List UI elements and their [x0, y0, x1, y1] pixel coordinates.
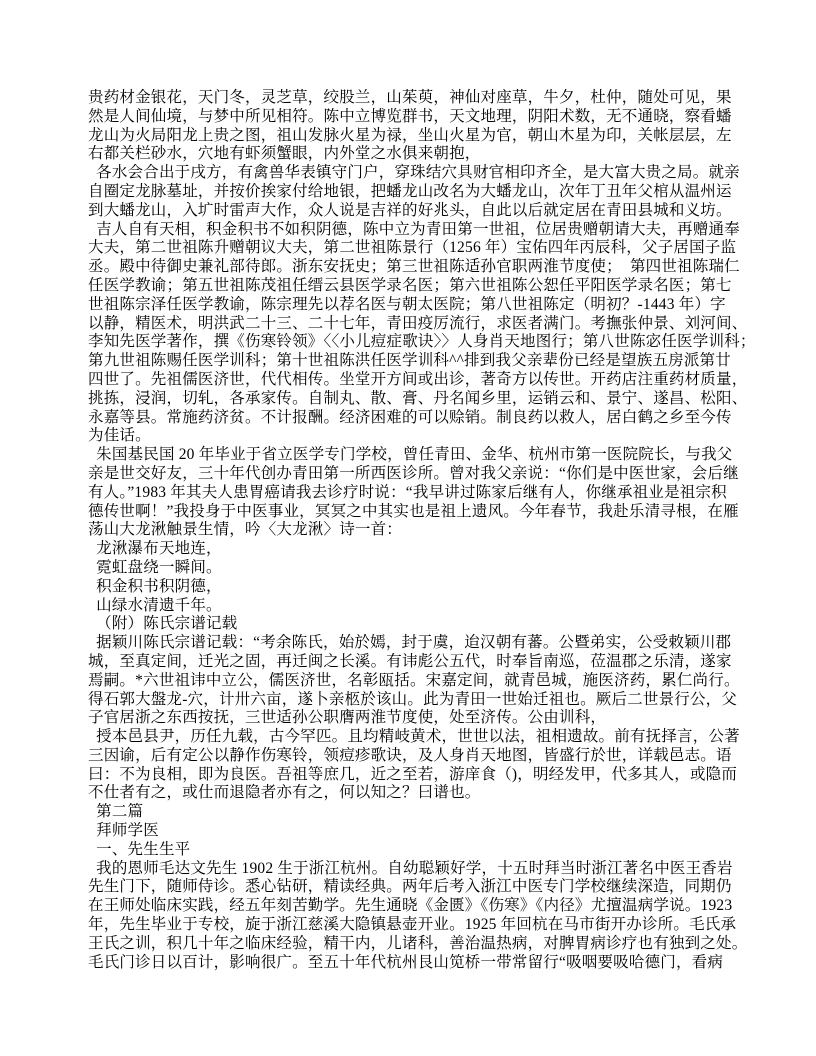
text-line: 我的恩师毛达文先生 1902 生于浙江杭州。自幼聪颖好学，十五时拜当时浙江著名中医王香岩 [88, 859, 733, 877]
text-line: 拜师学医 [88, 822, 159, 840]
text-line: 山绿水清遗千年。 [88, 596, 222, 614]
text-line: 自圈定龙脉墓址，并按价挨家付给地银，把蟠龙山改名为大蟠龙山，次年丁丑年父棺从温州运 [88, 182, 732, 200]
text-line: 毛氏门诊日以百计，影响很广。至五十年代杭州艮山笕桥一带常留行“吸咽要吸哈德门，看病 [88, 953, 724, 971]
text-line: 霓虹盘绕一瞬间。 [88, 558, 222, 576]
text-line: 一、先生生平 [88, 840, 191, 858]
text-line: 各水会合出于戌方，有禽兽华表镇守门户，穿珠结穴具财官相印齐全，是大富大贵之局。就亲 [88, 164, 740, 182]
text-line: 第二篇 [88, 803, 144, 821]
text-line: 然是人间仙境，与梦中所见相符。陈中立博览群书，天文地理，阴阳术数，无不通晓，察看蟠 [88, 107, 732, 125]
text-line: 三因谕，后有定公以静作伤寒铃，领痘疹歌诀，及人身肖天地图，皆盛行於世，详载邑志。语 [88, 746, 732, 764]
text-line: 龙湫瀑布天地连， [88, 540, 222, 558]
document-text [88, 89, 756, 972]
text-line: 任医学教谕；第五世祖陈茂祖任缙云县医学录名医；第六世祖陈公恕任平阳医学录名医；第七 [88, 276, 732, 294]
text-line: 挑拣，浸润，切轧，各承家传。自制丸、散、膏、丹名闻乡里，运销云和、景宁、遂昌、松阳、 [88, 389, 748, 407]
text-line: 先生门下，随师侍诊。悉心钻研，精读经典。两年后考入浙江中医专门学校继续深造，同期仍 [88, 878, 732, 896]
text-line: 年，先生毕业于专校，旋于浙江慈溪大隐镇悬壶开业。1925 年回杭在马市街开办诊所。毛氏承 [88, 916, 737, 934]
text-line: 得石郭大盤龙-穴，计卅六亩，遂卜亲柩於该山。此为青田一世始迁祖也。厥后二世景行公，父 [88, 690, 738, 708]
text-line: 到大蟠龙山，入圹时雷声大作，众人说是吉祥的好兆头，自此以后就定居在青田县城和义坊。 [88, 201, 732, 219]
text-line: 李知先医学著作，撰《伤寒铃领》〈〈小儿痘症歌诀〉〉人身肖天地图行；第八世陈宓任医学训科； [88, 333, 756, 351]
text-line: 丞。殿中待御史兼礼部待郎。浙东安抚史；第三世祖陈适孙官职两淮节度使； 第四世祖陈瑞仁 [88, 258, 740, 276]
text-line: 世祖陈宗泽任医学教谕，陈宗理先以荐名医与朝太医院；第八世祖陈定（明初？-1443 年）字 [88, 295, 726, 313]
text-line: 第九世祖陈赐任医学训科；第十世祖陈洪任医学训科^^排到我父亲辈份已经是望族五房派第廿 [88, 352, 731, 370]
text-line: 子官居浙之东西按抚，三世适孙公职膺两淮节度使，处至济传。公由训科， [88, 709, 607, 727]
text-line: （附）陈氏宗谱记载 [88, 615, 238, 633]
text-line: 朱国基民国 20 年毕业于省立医学专门学校，曾任青田、金华、杭州市第一医院院长，与我父 [88, 446, 733, 464]
text-line: 授本邑县尹，历任九载，古今罕匹。且均精岐黄术，世世以法，祖相遗故。前有抚择言，公著 [88, 728, 740, 746]
text-line: 四世了。先祖儒医济世，代代相传。坐堂开方间或出诊，著奇方以传世。开药店注重药材质量， [88, 370, 748, 388]
text-line: 积金积书积阴德， [88, 577, 222, 595]
text-line: 龙山为火局阳龙上贵之图，祖山发脉火星为禄，坐山火星为官，朝山木星为印，关帐层层，左 [88, 126, 732, 144]
text-line: 有人。”1983 年其夫人患胃癌请我去诊疗时说：“我早讲过陈家后继有人，你继承祖业是祖宗积 [88, 483, 727, 501]
text-line: 王氏之训，积几十年之临床经验，精干内，儿诸科，善治温热病，对脾胃病诊疗也有独到之处。 [88, 934, 748, 952]
text-line: 以静，精医术，明洪武二十三、二十七年，青田疫厉流行，求医者满门。考撫张仲景、刘河间、 [88, 314, 748, 332]
text-line: 永嘉等县。常施药济贫。不计报酬。经济困难的可以赊销。制良药以救人，居白鹤之乡至今传 [88, 408, 732, 426]
text-line: 曰：不为良相，即为良医。吾祖等庶几，近之至若，游庠食（)，明经发甲，代多其人，或隐而 [88, 765, 738, 783]
text-line: 在王师处临床实践，经五年刻苦勤学。先生通晓《金匮》《伤寒》《内径》尤擅温病学说。1923 [88, 897, 733, 915]
text-line: 据颖川陈氏宗谱记载：“考余陈氏，始於嫣，封于虞，迨汉朝有蕃。公暨弟实，公受敕颖川郡 [88, 634, 732, 652]
text-line: 焉嗣。*六世祖讳中立公，儒医济世，名彰瓯括。宋嘉定间，就青邑城，施医济药，累仁尚行。 [88, 671, 740, 689]
text-line: 右都关栏砂水，穴地有虾须蟹眼，内外堂之水俱来朝抱， [88, 145, 481, 163]
text-line: 城，至真定间，迁光之固，再迁闽之长溪。有讳彪公五代，时奉旨南巡，莅温郡之乐清，遂家 [88, 652, 732, 670]
text-line: 亲是世交好友，三十年代创办青田第一所西医诊所。曾对我父亲说：“你们是中医世家，会后继 [88, 464, 739, 482]
text-line: 德传世啊！”我投身于中医事业，冥冥之中其实也是祖上遗风。今年春节，我赴乐清寻根，在雁 [88, 502, 739, 520]
text-line: 为佳话。 [88, 427, 151, 445]
text-line: 不仕者有之，或仕而退隐者亦有之，何以知之？曰谱也。 [88, 784, 481, 802]
text-line: 吉人自有天相，积金积书不如积阴德，陈中立为青田第一世祖，位居贵赠朝请大夫，再赠通奉 [88, 220, 740, 238]
text-line: 荡山大龙湫触景生情，吟〈大龙湫〉诗一首： [88, 521, 403, 539]
text-line: 大夫，第二世祖陈升赠朝议大夫，第二世祖陈景行（1256 年）宝佑四年丙辰科，父子居国子监 [88, 239, 737, 257]
text-line: 贵药材金银花，天门冬，灵芝草，绞股兰，山茱萸，神仙对座草，牛夕，杜仲，随处可见，果 [88, 89, 732, 106]
